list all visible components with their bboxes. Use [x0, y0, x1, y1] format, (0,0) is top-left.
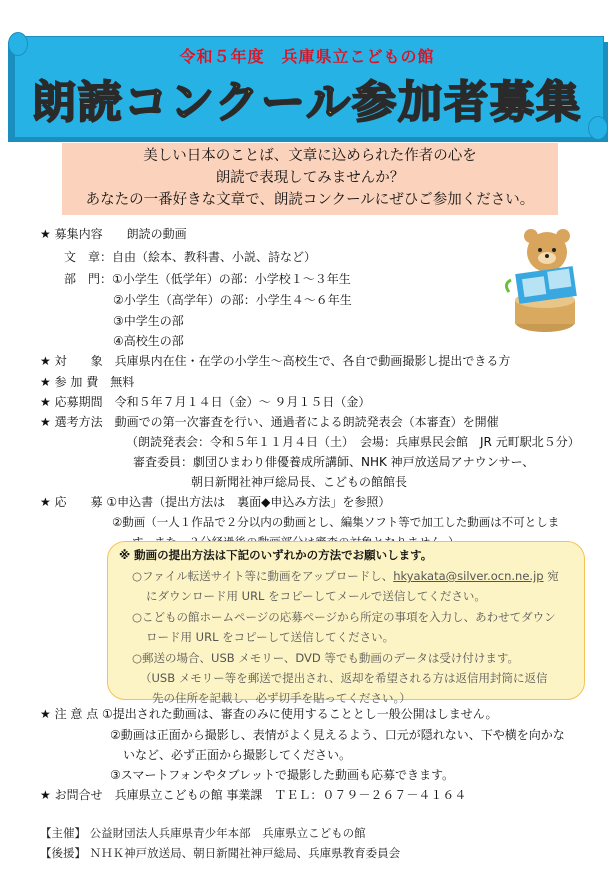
oubo-1: ★ 応 募 ①申込書（提出方法は 裏面◆申込み方法」を参照） [40, 495, 391, 509]
note-item-2b: ロード用 URL をコピーして送信してください。 [146, 630, 395, 644]
chui-4: ③スマートフォンやタブレットで撮影した動画も応募できます。 [110, 768, 455, 782]
taisho: ★ 対 象 兵庫県内在住・在学の小学生～高校生で、各自で動画撮影し提出できる方 [40, 354, 511, 368]
chui-2: ②動画は正面から撮影し、表情がよく見えるよう、口元が隠れない、下や横を向かな [110, 728, 565, 742]
note-item-2a: ○こどもの館ホームページの応募ページから所定の事項を入力し、あわせてダウン [132, 610, 556, 624]
note-item-1a: ○ファイル転送サイト等に動画をアップロードし、 [132, 569, 394, 583]
toiawase: ★ お問合せ 兵庫県立こどもの館 事業課 ＴＥＬ：０７９－２６７－４１６４ [40, 788, 467, 802]
intro-box [62, 143, 558, 215]
footer-shusai: 【主催】 公益財団法人兵庫県青少年本部 兵庫県立こどもの館 [40, 826, 366, 840]
bumon-4: ④高校生の部 [113, 334, 184, 348]
intro-line-3: あなたの一番好きな文章で、朗読コンクールにぜひご参加ください。 [85, 192, 535, 208]
boshu-naiyo: ★ 募集内容 朗読の動画 [40, 227, 187, 241]
bumon-3: ③中学生の部 [113, 314, 184, 328]
chui-3: いなど、必ず正面から撮影してください。 [123, 748, 352, 762]
shinsa-1: 審査委員：劇団ひまわり俳優養成所講師、NHK 神戸放送局アナウンサー、 [133, 455, 535, 469]
shinsa-2: 朝日新聞社神戸総局長、こどもの館館長 [191, 475, 408, 489]
oubo-kikan: ★ 応募期間 令和５年７月１４日（金）～ ９月１５日（金） [40, 395, 371, 409]
email-link[interactable]: hkyakata@silver.ocn.ne.jp [393, 569, 544, 583]
bunsho: 文 章：自由（絵本、教科書、小説、詩など） [64, 250, 317, 264]
sankahi: ★ 参 加 費 無料 [40, 375, 135, 389]
note-item-1 [132, 569, 559, 584]
note-head: ※ 動画の提出方法は下記のいずれかの方法でお願いします。 [119, 548, 433, 562]
bumon-1: 部 門：①小学生（低学年）の部：小学校１～３年生 [64, 272, 351, 286]
note-item-1c: にダウンロード用 URL をコピーしてメールで送信してください。 [146, 589, 486, 603]
note-item-3a: ○郵送の場合、USB メモリー、DVD 等でも動画のデータは受け付けます。 [132, 651, 519, 665]
note-item-3c: 先の住所を記載し、必ず切手を貼ってください。） [152, 691, 411, 705]
bear-reading-icon [497, 222, 587, 337]
oubo-2: ②動画（一人１作品で２分以内の動画とし、編集ソフト等で加工した動画は不可としま [112, 515, 560, 529]
happyokai: （朗読発表会：令和５年１１月４日（土） 会場：兵庫県民会館 JR 元町駅北５分） [126, 435, 580, 449]
intro-line-2: 朗読で表現してみませんか？ [215, 170, 405, 186]
bumon-2: ②小学生（高学年）の部：小学生４～６年生 [113, 293, 352, 307]
header-subtitle: 令和５年度 兵庫県立こどもの館 [179, 47, 435, 66]
senko-hoho: ★ 選考方法 動画での第一次審査を行い、通過者による朗読発表会（本審査）を開催 [40, 415, 499, 429]
intro-line-1: 美しい日本のことば、文章に込められた作者の心を [143, 148, 477, 164]
header-title: 朗読コンクール参加者募集 [31, 77, 583, 128]
note-item-1b: 宛 [543, 569, 559, 583]
chui-1: ★ 注 意 点 ①提出された動画は、審査のみに使用することとし一般公開はしません。 [40, 707, 498, 721]
note-item-3b: （USB メモリー等を郵送で提出され、返却を希望される方は返信用封筒に返信 [140, 671, 548, 685]
footer-koen: 【後援】 ＮＨＫ神戸放送局、朝日新聞社神戸総局、兵庫県教育委員会 [40, 846, 401, 860]
